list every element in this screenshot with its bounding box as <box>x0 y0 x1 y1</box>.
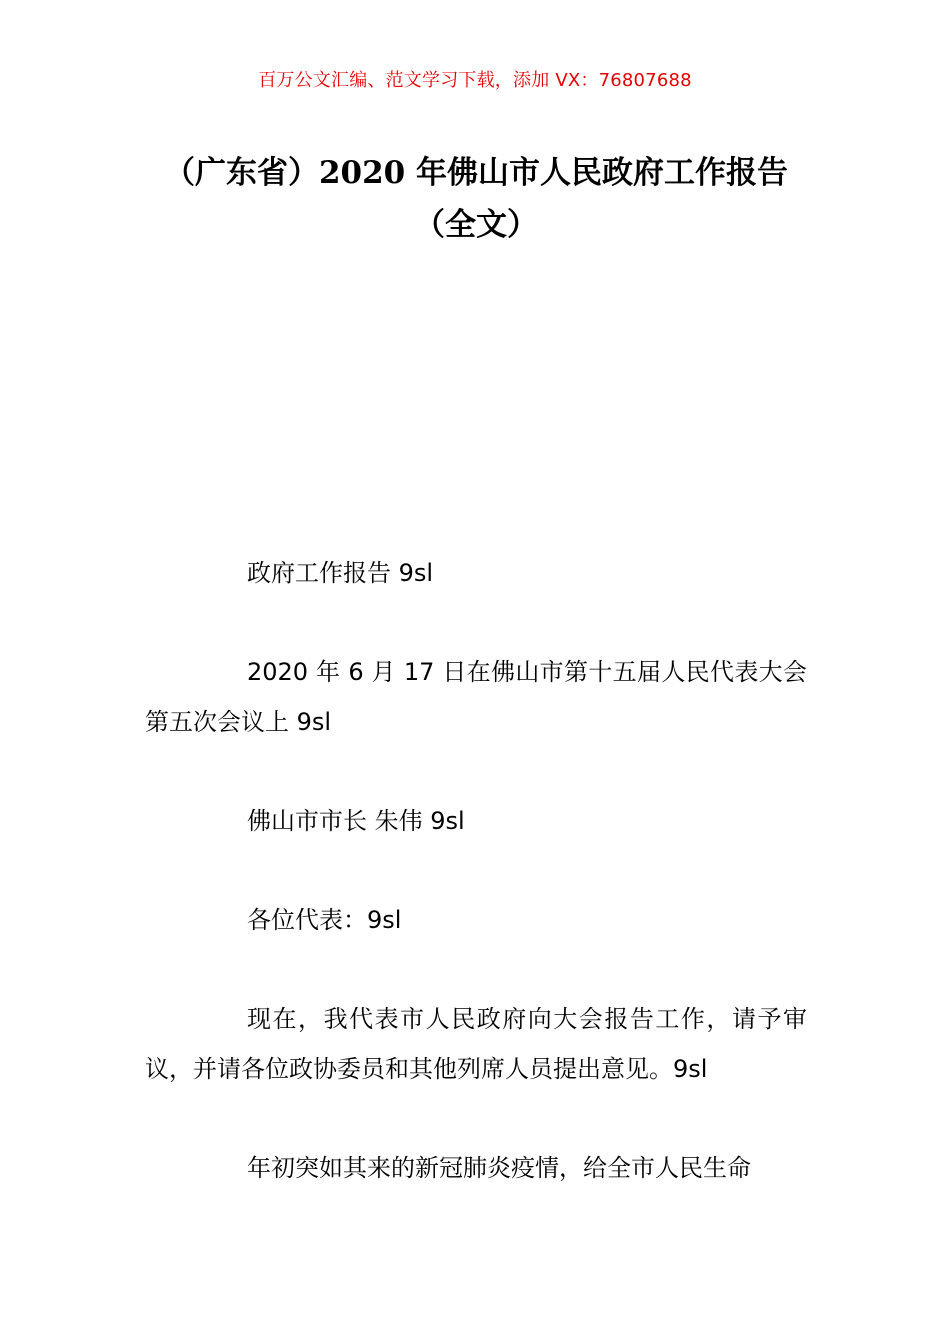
paragraph-epidemic: 年初突如其来的新冠肺炎疫情，给全市人民生命 <box>247 1154 751 1182</box>
paragraph-speaker: 佛山市市长 朱伟 9sl <box>247 807 465 835</box>
paragraph-report-name: 政府工作报告 9sl <box>247 559 434 587</box>
paragraph-salutation: 各位代表：9sl <box>247 906 402 934</box>
paragraph-meeting-info: 2020 年 6 月 17 日在佛山市第十五届人民代表大会第五次会议上 9sl <box>145 658 807 736</box>
document-title: （广东省）2020 年佛山市人民政府工作报告（全文） <box>163 155 789 243</box>
header-watermark-note: 百万公文汇编、范文学习下载，添加 VX：76807688 <box>258 70 692 91</box>
document-body <box>145 548 807 1242</box>
paragraph-opening: 现在，我代表市人民政府向大会报告工作，请予审议，并请各位政协委员和其他列席人员提出意见。9sl <box>145 1005 807 1083</box>
